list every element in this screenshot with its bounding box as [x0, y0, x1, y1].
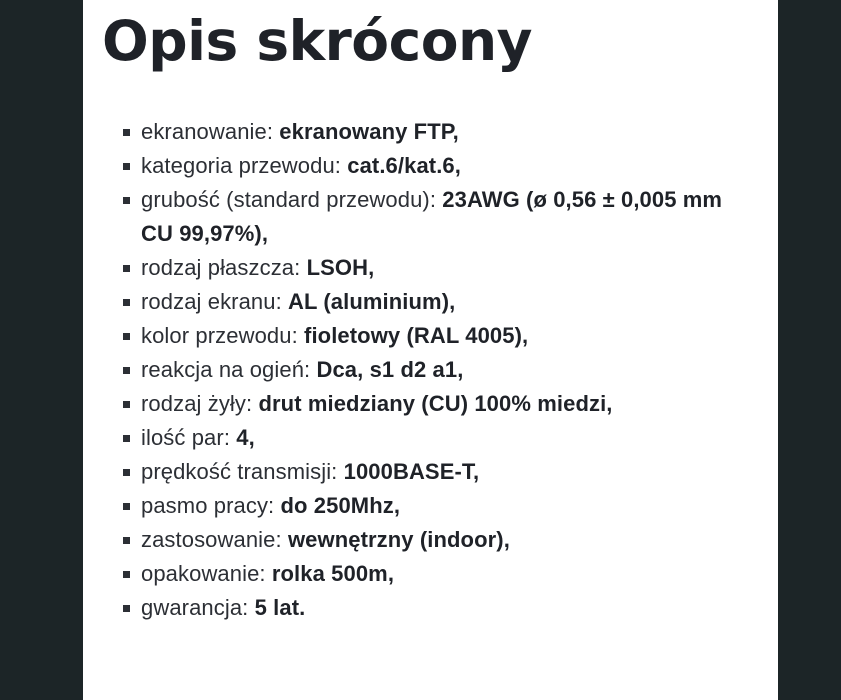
item-label: zastosowanie: — [141, 527, 282, 552]
item-label: ekranowanie: — [141, 119, 274, 144]
list-item — [123, 421, 753, 455]
item-label: kolor przewodu: — [141, 323, 298, 348]
item-label: prędkość transmisji: — [141, 459, 338, 484]
item-value: drut miedziany (CU) 100% miedzi, — [258, 391, 613, 416]
list-item — [123, 523, 753, 557]
item-value: do 250Mhz, — [280, 493, 401, 518]
item-value: Dca, s1 d2 a1, — [316, 357, 464, 382]
list-item — [123, 591, 753, 625]
list-item — [123, 285, 753, 319]
item-label: rodzaj ekranu: — [141, 289, 282, 314]
item-value: 23AWG (ø 0,56 ± 0,005 mm CU 99,97%), — [141, 187, 723, 246]
item-value: ekranowany FTP, — [279, 119, 459, 144]
item-value: LSOH, — [306, 255, 375, 280]
list-item — [123, 183, 753, 251]
list-item — [123, 353, 753, 387]
item-value: wewnętrzny (indoor), — [287, 527, 510, 552]
content-panel — [83, 0, 778, 700]
list-item — [123, 387, 753, 421]
item-label: kategoria przewodu: — [141, 153, 342, 178]
item-label: grubość (standard przewodu): — [141, 187, 437, 212]
item-value: rolka 500m, — [271, 561, 395, 586]
list-item — [123, 319, 753, 353]
item-label: gwarancja: — [141, 595, 249, 620]
item-label: rodzaj żyły: — [141, 391, 253, 416]
list-item — [123, 489, 753, 523]
item-value: AL (aluminium), — [288, 289, 456, 314]
item-value: fioletowy (RAL 4005), — [304, 323, 529, 348]
item-label: opakowanie: — [141, 561, 266, 586]
item-label: rodzaj płaszcza: — [141, 255, 301, 280]
item-value: 5 lat. — [254, 595, 306, 620]
page-title: Opis skrócony — [102, 9, 532, 73]
spec-list — [123, 115, 753, 625]
list-item — [123, 115, 753, 149]
list-item — [123, 557, 753, 591]
item-value: cat.6/kat.6, — [347, 153, 461, 178]
list-item — [123, 455, 753, 489]
list-item — [123, 149, 753, 183]
item-value: 1000BASE-T, — [343, 459, 480, 484]
item-value: 4, — [236, 425, 255, 450]
item-label: reakcja na ogień: — [141, 357, 311, 382]
item-label: ilość par: — [141, 425, 231, 450]
list-item — [123, 251, 753, 285]
item-label: pasmo pracy: — [141, 493, 275, 518]
